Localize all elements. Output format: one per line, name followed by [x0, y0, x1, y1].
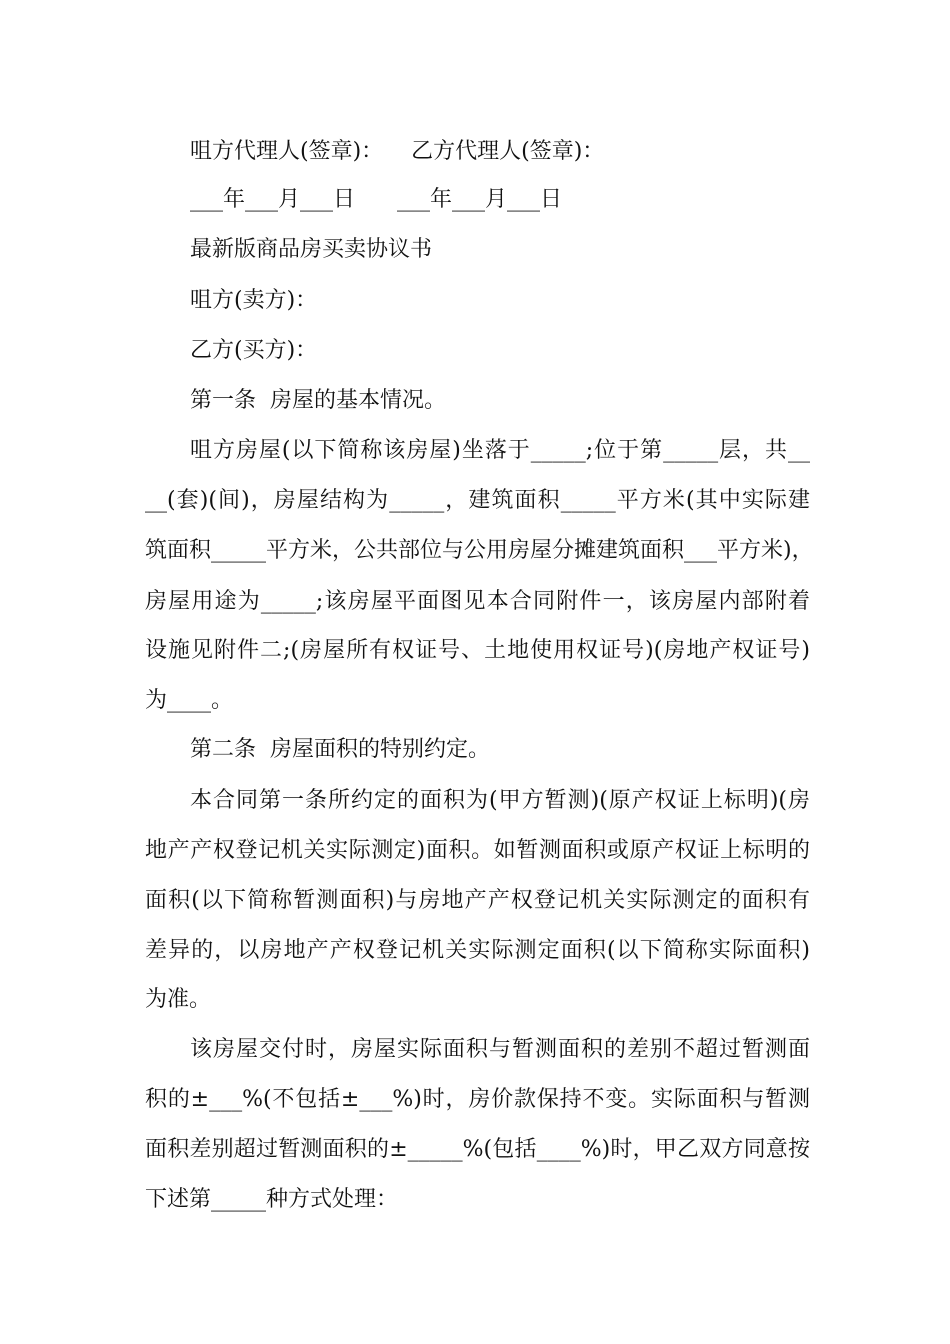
document-title: 最新版商品房买卖协议书	[190, 237, 433, 262]
article-2-text-line: 面积(以下简称暂测面积)与房地产产权登记机关实际测定的面积有	[145, 888, 810, 913]
article-2-heading: 第二条 房屋面积的特别约定。	[190, 737, 490, 762]
article-1-text-line: 房屋用途为_____;该房屋平面图见本合同附件一，该房屋内部附着	[145, 589, 810, 614]
article-1-text-line: 咀方房屋(以下简称该房屋)坐落于_____;位于第_____层，共__	[190, 438, 810, 463]
article-1-text-line: __(套)(间)，房屋结构为_____，建筑面积_____平方米(其中实际建	[145, 488, 810, 513]
area-difference-text-line: 该房屋交付时，房屋实际面积与暂测面积的差别不超过暂测面	[190, 1037, 810, 1062]
article-1-text-line: 筑面积_____平方米，公共部位与公用房屋分摊建筑面积___平方米)，	[145, 538, 814, 563]
article-2-text-line: 地产产权登记机关实际测定)面积。如暂测面积或原产权证上标明的	[145, 838, 810, 863]
article-1-text-line: 为____。	[145, 688, 234, 713]
article-1-heading: 第一条 房屋的基本情况。	[190, 388, 446, 413]
area-difference-text-line: 面积差别超过暂测面积的±_____%(包括____%)时，甲乙双方同意按	[145, 1137, 810, 1162]
article-2-text-line: 为准。	[145, 987, 212, 1012]
party-a-line: 咀方(卖方)：	[190, 288, 318, 313]
area-difference-text-line: 下述第_____种方式处理：	[145, 1187, 399, 1212]
signature-agents-line: 咀方代理人(签章)： 乙方代理人(签章)：	[190, 139, 605, 164]
area-difference-text-line: 积的±___%(不包括±___%)时，房价款保持不变。实际面积与暂测	[145, 1087, 810, 1112]
article-2-text-line: 差异的，以房地产产权登记机关实际测定面积(以下简称实际面积)	[145, 938, 810, 963]
party-b-line: 乙方(买方)：	[190, 338, 318, 363]
signature-date-line: ___年___月___日 ___年___月___日	[190, 187, 562, 212]
article-2-text-line: 本合同第一条所约定的面积为(甲方暂测)(原产权证上标明)(房	[190, 788, 810, 813]
article-1-text-line: 设施见附件二;(房屋所有权证号、土地使用权证号)(房地产权证号)	[145, 638, 810, 663]
